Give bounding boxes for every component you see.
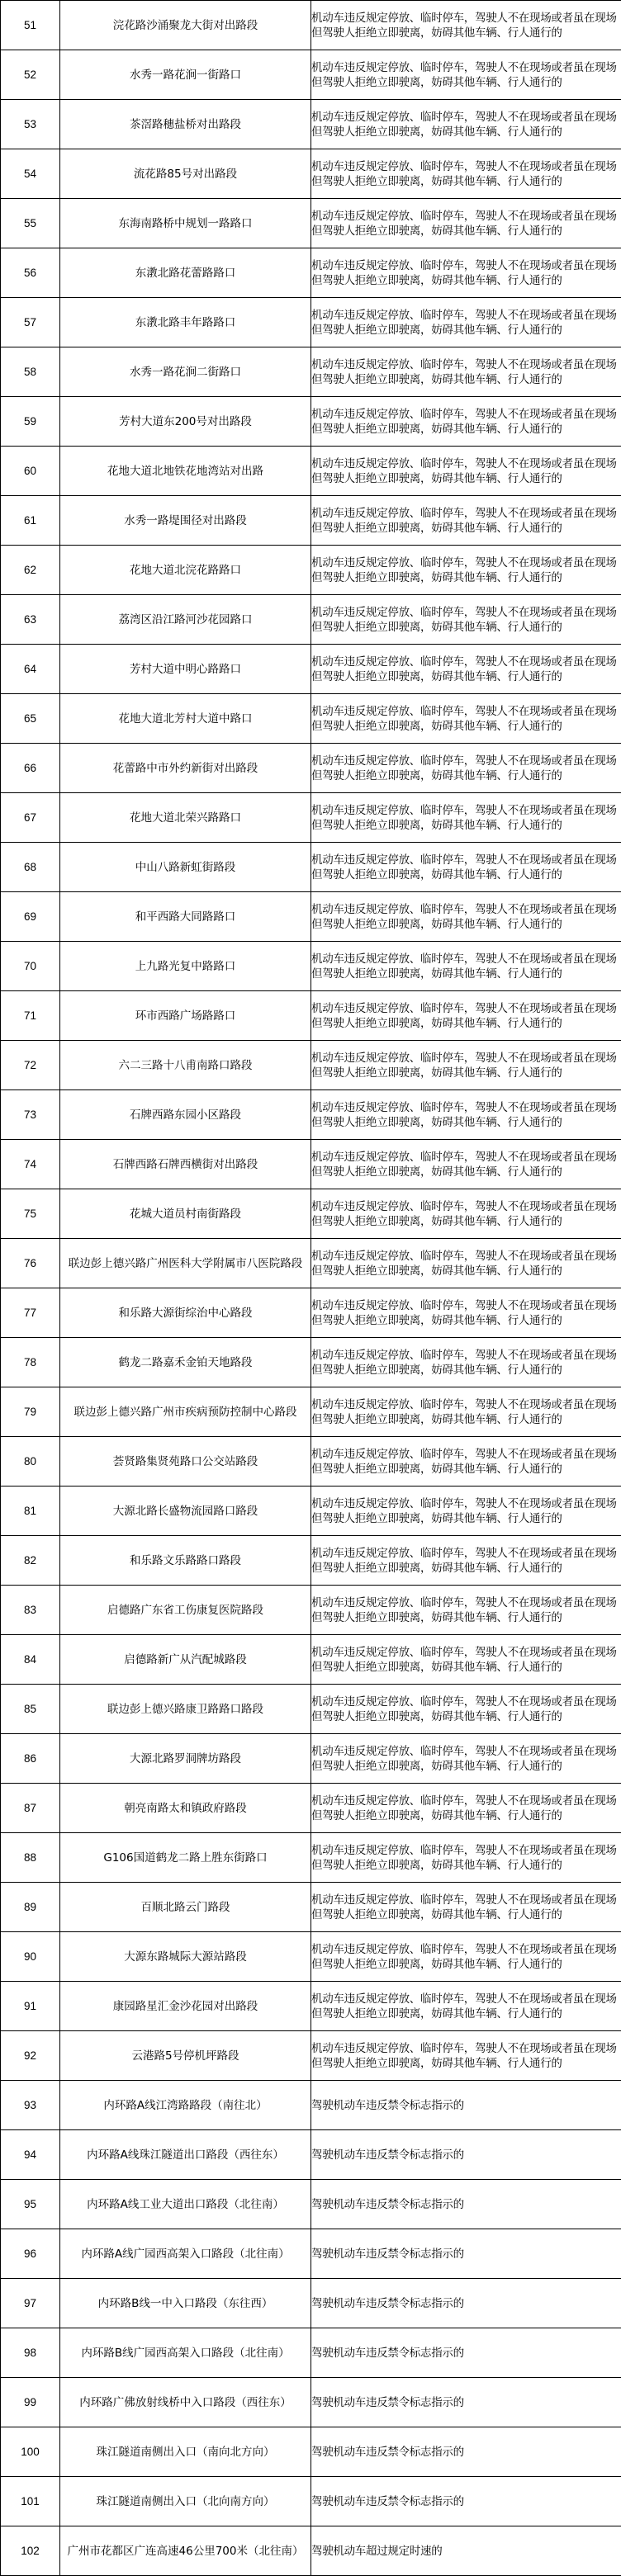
violation-cell: 机动车违反规定停放、临时停车，驾驶人不在现场或者虽在现场但驾驶人拒绝立即驶离，妨碍其他车辆、行人通行的 (311, 50, 621, 100)
row-number: 92 (1, 2031, 60, 2081)
row-number: 100 (1, 2427, 60, 2477)
violation-cell: 机动车违反规定停放、临时停车，驾驶人不在现场或者虽在现场但驾驶人拒绝立即驶离，妨碍其他车辆、行人通行的 (311, 1982, 621, 2031)
location-cell: 中山八路新虹街路段 (60, 843, 311, 892)
location-cell: 和乐路大源街综治中心路段 (60, 1288, 311, 1338)
table-row (1, 496, 621, 546)
violation-cell: 机动车违反规定停放、临时停车，驾驶人不在现场或者虽在现场但驾驶人拒绝立即驶离，妨碍其他车辆、行人通行的 (311, 1734, 621, 1784)
row-number: 78 (1, 1338, 60, 1387)
location-cell: 云港路5号停机坪路段 (60, 2031, 311, 2081)
table-row (1, 397, 621, 447)
row-number: 52 (1, 50, 60, 100)
table-row (1, 1784, 621, 1833)
table-row (1, 1536, 621, 1586)
row-number: 93 (1, 2081, 60, 2130)
violation-cell: 机动车违反规定停放、临时停车，驾驶人不在现场或者虽在现场但驾驶人拒绝立即驶离，妨碍其他车辆、行人通行的 (311, 843, 621, 892)
violation-cell: 机动车违反规定停放、临时停车，驾驶人不在现场或者虽在现场但驾驶人拒绝立即驶离，妨碍其他车辆、行人通行的 (311, 1536, 621, 1586)
table-row (1, 1041, 621, 1090)
table-row (1, 2427, 621, 2477)
violation-cell: 机动车违反规定停放、临时停车，驾驶人不在现场或者虽在现场但驾驶人拒绝立即驶离，妨碍其他车辆、行人通行的 (311, 1239, 621, 1288)
location-cell: 环市西路广场路路口 (60, 991, 311, 1041)
row-number: 65 (1, 694, 60, 744)
location-cell: 浣花路沙涌聚龙大街对出路段 (60, 1, 311, 50)
table-row (1, 2279, 621, 2328)
row-number: 79 (1, 1387, 60, 1437)
violation-cell: 机动车违反规定停放、临时停车，驾驶人不在现场或者虽在现场但驾驶人拒绝立即驶离，妨碍其他车辆、行人通行的 (311, 496, 621, 546)
violation-cell: 机动车违反规定停放、临时停车，驾驶人不在现场或者虽在现场但驾驶人拒绝立即驶离，妨碍其他车辆、行人通行的 (311, 100, 621, 149)
row-number: 53 (1, 100, 60, 149)
violation-cell: 机动车违反规定停放、临时停车，驾驶人不在现场或者虽在现场但驾驶人拒绝立即驶离，妨碍其他车辆、行人通行的 (311, 645, 621, 694)
table-row (1, 2477, 621, 2526)
row-number: 63 (1, 595, 60, 645)
location-cell: 水秀一路堤围径对出路段 (60, 496, 311, 546)
table-body (1, 1, 621, 2576)
violation-cell: 机动车违反规定停放、临时停车，驾驶人不在现场或者虽在现场但驾驶人拒绝立即驶离，妨碍其他车辆、行人通行的 (311, 1140, 621, 1189)
table-row (1, 1338, 621, 1387)
row-number: 67 (1, 793, 60, 843)
row-number: 54 (1, 149, 60, 199)
row-number: 69 (1, 892, 60, 942)
location-cell: 珠江隧道南侧出入口（南向北方向） (60, 2427, 311, 2477)
row-number: 76 (1, 1239, 60, 1288)
table-row (1, 2081, 621, 2130)
row-number: 94 (1, 2130, 60, 2180)
location-cell: 广州市花都区广连高速46公里700米（北往南） (60, 2526, 311, 2576)
location-cell: 大源北路罗洞牌坊路段 (60, 1734, 311, 1784)
row-number: 81 (1, 1487, 60, 1536)
row-number: 89 (1, 1883, 60, 1932)
table-row (1, 595, 621, 645)
location-cell: 花地大道北地铁花地湾站对出路 (60, 447, 311, 496)
violation-cell: 机动车违反规定停放、临时停车，驾驶人不在现场或者虽在现场但驾驶人拒绝立即驶离，妨碍其他车辆、行人通行的 (311, 1586, 621, 1635)
row-number: 60 (1, 447, 60, 496)
table-row (1, 199, 621, 248)
violation-cell: 驾驶机动车违反禁令标志指示的 (311, 2229, 621, 2279)
violation-cell: 机动车违反规定停放、临时停车，驾驶人不在现场或者虽在现场但驾驶人拒绝立即驶离，妨碍其他车辆、行人通行的 (311, 942, 621, 991)
row-number: 80 (1, 1437, 60, 1487)
row-number: 82 (1, 1536, 60, 1586)
table-row (1, 1387, 621, 1437)
violation-cell: 机动车违反规定停放、临时停车，驾驶人不在现场或者虽在现场但驾驶人拒绝立即驶离，妨碍其他车辆、行人通行的 (311, 744, 621, 793)
location-cell: 东海南路桥中规划一路路口 (60, 199, 311, 248)
violation-cell: 机动车违反规定停放、临时停车，驾驶人不在现场或者虽在现场但驾驶人拒绝立即驶离，妨碍其他车辆、行人通行的 (311, 149, 621, 199)
violation-cell: 机动车违反规定停放、临时停车，驾驶人不在现场或者虽在现场但驾驶人拒绝立即驶离，妨碍其他车辆、行人通行的 (311, 595, 621, 645)
row-number: 58 (1, 347, 60, 397)
row-number: 98 (1, 2328, 60, 2378)
table-row (1, 942, 621, 991)
location-cell: 联边彭上德兴路广州医科大学附属市八医院路段 (60, 1239, 311, 1288)
row-number: 102 (1, 2526, 60, 2576)
violation-cell: 机动车违反规定停放、临时停车，驾驶人不在现场或者虽在现场但驾驶人拒绝立即驶离，妨碍其他车辆、行人通行的 (311, 447, 621, 496)
location-cell: 茶滘路穗盐桥对出路段 (60, 100, 311, 149)
location-cell: 荔湾区沿江路河沙花园路口 (60, 595, 311, 645)
location-cell: 流花路85号对出路段 (60, 149, 311, 199)
table-row (1, 694, 621, 744)
row-number: 74 (1, 1140, 60, 1189)
location-cell: 内环路B线广园西高架入口路段（北往南） (60, 2328, 311, 2378)
violation-cell: 机动车违反规定停放、临时停车，驾驶人不在现场或者虽在现场但驾驶人拒绝立即驶离，妨碍其他车辆、行人通行的 (311, 1685, 621, 1734)
violation-cell: 机动车违反规定停放、临时停车，驾驶人不在现场或者虽在现场但驾驶人拒绝立即驶离，妨碍其他车辆、行人通行的 (311, 1437, 621, 1487)
location-cell: 花地大道北芳村大道中路口 (60, 694, 311, 744)
table-row (1, 1487, 621, 1536)
table-row (1, 1239, 621, 1288)
table-row (1, 1586, 621, 1635)
table-row (1, 149, 621, 199)
location-cell: 东漖北路花蕾路路口 (60, 248, 311, 298)
table-row (1, 1734, 621, 1784)
location-cell: 上九路光复中路路口 (60, 942, 311, 991)
table-row (1, 1, 621, 50)
table-row (1, 248, 621, 298)
location-cell: 联边彭上德兴路康卫路路口路段 (60, 1685, 311, 1734)
row-number: 95 (1, 2180, 60, 2229)
table-row (1, 1685, 621, 1734)
violation-cell: 驾驶机动车超过规定时速的 (311, 2526, 621, 2576)
violation-cell: 机动车违反规定停放、临时停车，驾驶人不在现场或者虽在现场但驾驶人拒绝立即驶离，妨碍其他车辆、行人通行的 (311, 1635, 621, 1685)
violation-cell: 驾驶机动车违反禁令标志指示的 (311, 2328, 621, 2378)
location-cell: 联边彭上德兴路广州市疾病预防控制中心路段 (60, 1387, 311, 1437)
location-cell: 内环路A线珠江隧道出口路段（西往东） (60, 2130, 311, 2180)
row-number: 88 (1, 1833, 60, 1883)
violation-cell: 机动车违反规定停放、临时停车，驾驶人不在现场或者虽在现场但驾驶人拒绝立即驶离，妨碍其他车辆、行人通行的 (311, 892, 621, 942)
location-cell: 石牌西路东园小区路段 (60, 1090, 311, 1140)
location-cell: 内环路广佛放射线桥中入口路段（西往东） (60, 2378, 311, 2427)
table-row (1, 1437, 621, 1487)
row-number: 62 (1, 546, 60, 595)
location-cell: 花地大道北荣兴路路口 (60, 793, 311, 843)
table-row (1, 1833, 621, 1883)
violation-cell: 机动车违反规定停放、临时停车，驾驶人不在现场或者虽在现场但驾驶人拒绝立即驶离，妨碍其他车辆、行人通行的 (311, 1784, 621, 1833)
violation-cell: 机动车违反规定停放、临时停车，驾驶人不在现场或者虽在现场但驾驶人拒绝立即驶离，妨碍其他车辆、行人通行的 (311, 1387, 621, 1437)
violation-cell: 机动车违反规定停放、临时停车，驾驶人不在现场或者虽在现场但驾驶人拒绝立即驶离，妨碍其他车辆、行人通行的 (311, 991, 621, 1041)
violation-cell: 驾驶机动车违反禁令标志指示的 (311, 2081, 621, 2130)
location-cell: 内环路A线广园西高架入口路段（北往南） (60, 2229, 311, 2279)
row-number: 66 (1, 744, 60, 793)
violation-cell: 驾驶机动车违反禁令标志指示的 (311, 2427, 621, 2477)
location-cell: 石牌西路石牌西横街对出路段 (60, 1140, 311, 1189)
violation-cell: 机动车违反规定停放、临时停车，驾驶人不在现场或者虽在现场但驾驶人拒绝立即驶离，妨碍其他车辆、行人通行的 (311, 1932, 621, 1982)
location-cell: 朝亮南路太和镇政府路段 (60, 1784, 311, 1833)
row-number: 51 (1, 1, 60, 50)
row-number: 71 (1, 991, 60, 1041)
table-row (1, 892, 621, 942)
row-number: 73 (1, 1090, 60, 1140)
violation-cell: 机动车违反规定停放、临时停车，驾驶人不在现场或者虽在现场但驾驶人拒绝立即驶离，妨碍其他车辆、行人通行的 (311, 1189, 621, 1239)
table-row (1, 1932, 621, 1982)
row-number: 86 (1, 1734, 60, 1784)
violation-cell: 机动车违反规定停放、临时停车，驾驶人不在现场或者虽在现场但驾驶人拒绝立即驶离，妨碍其他车辆、行人通行的 (311, 1338, 621, 1387)
table-row (1, 2180, 621, 2229)
violation-cell: 机动车违反规定停放、临时停车，驾驶人不在现场或者虽在现场但驾驶人拒绝立即驶离，妨碍其他车辆、行人通行的 (311, 2031, 621, 2081)
violation-cell: 机动车违反规定停放、临时停车，驾驶人不在现场或者虽在现场但驾驶人拒绝立即驶离，妨碍其他车辆、行人通行的 (311, 1, 621, 50)
table-row (1, 298, 621, 347)
row-number: 84 (1, 1635, 60, 1685)
violation-cell: 驾驶机动车违反禁令标志指示的 (311, 2130, 621, 2180)
row-number: 83 (1, 1586, 60, 1635)
row-number: 90 (1, 1932, 60, 1982)
row-number: 64 (1, 645, 60, 694)
violation-cell: 驾驶机动车违反禁令标志指示的 (311, 2279, 621, 2328)
row-number: 70 (1, 942, 60, 991)
violation-cell: 驾驶机动车违反禁令标志指示的 (311, 2378, 621, 2427)
location-cell: 花城大道员村南街路段 (60, 1189, 311, 1239)
table-row (1, 1140, 621, 1189)
row-number: 96 (1, 2229, 60, 2279)
location-cell: 大源东路城际大源站路段 (60, 1932, 311, 1982)
table-row (1, 2526, 621, 2576)
row-number: 101 (1, 2477, 60, 2526)
location-cell: 荟贤路集贤苑路口公交站路段 (60, 1437, 311, 1487)
location-cell: G106国道鹤龙二路上胜东街路口 (60, 1833, 311, 1883)
table-row (1, 2130, 621, 2180)
table-row (1, 793, 621, 843)
row-number: 56 (1, 248, 60, 298)
location-cell: 花地大道北浣花路路口 (60, 546, 311, 595)
violation-cell: 机动车违反规定停放、临时停车，驾驶人不在现场或者虽在现场但驾驶人拒绝立即驶离，妨碍其他车辆、行人通行的 (311, 199, 621, 248)
table-row (1, 100, 621, 149)
table-row (1, 2328, 621, 2378)
violation-cell: 驾驶机动车违反禁令标志指示的 (311, 2477, 621, 2526)
row-number: 85 (1, 1685, 60, 1734)
row-number: 99 (1, 2378, 60, 2427)
violation-cell: 机动车违反规定停放、临时停车，驾驶人不在现场或者虽在现场但驾驶人拒绝立即驶离，妨碍其他车辆、行人通行的 (311, 1090, 621, 1140)
table-row (1, 1090, 621, 1140)
location-cell: 花蕾路中市外约新街对出路段 (60, 744, 311, 793)
row-number: 77 (1, 1288, 60, 1338)
violation-cell: 机动车违反规定停放、临时停车，驾驶人不在现场或者虽在现场但驾驶人拒绝立即驶离，妨碍其他车辆、行人通行的 (311, 1288, 621, 1338)
violation-cell: 驾驶机动车违反禁令标志指示的 (311, 2180, 621, 2229)
row-number: 75 (1, 1189, 60, 1239)
table-row (1, 1189, 621, 1239)
table-row (1, 991, 621, 1041)
location-cell: 内环路A线江湾路路段（南往北） (60, 2081, 311, 2130)
location-cell: 百顺北路云门路段 (60, 1883, 311, 1932)
violation-cell: 机动车违反规定停放、临时停车，驾驶人不在现场或者虽在现场但驾驶人拒绝立即驶离，妨碍其他车辆、行人通行的 (311, 694, 621, 744)
table-row (1, 2031, 621, 2081)
location-cell: 康园路星汇金沙花园对出路段 (60, 1982, 311, 2031)
table-row (1, 546, 621, 595)
row-number: 57 (1, 298, 60, 347)
violation-cell: 机动车违反规定停放、临时停车，驾驶人不在现场或者虽在现场但驾驶人拒绝立即驶离，妨碍其他车辆、行人通行的 (311, 298, 621, 347)
table-row (1, 645, 621, 694)
table-row (1, 447, 621, 496)
table-row (1, 1288, 621, 1338)
row-number: 55 (1, 199, 60, 248)
violation-cell: 机动车违反规定停放、临时停车，驾驶人不在现场或者虽在现场但驾驶人拒绝立即驶离，妨碍其他车辆、行人通行的 (311, 248, 621, 298)
location-cell: 芳村大道东200号对出路段 (60, 397, 311, 447)
location-cell: 水秀一路花涧一街路口 (60, 50, 311, 100)
location-cell: 六二三路十八甫南路口路段 (60, 1041, 311, 1090)
table-row (1, 1635, 621, 1685)
violation-cell: 机动车违反规定停放、临时停车，驾驶人不在现场或者虽在现场但驾驶人拒绝立即驶离，妨碍其他车辆、行人通行的 (311, 1833, 621, 1883)
location-cell: 启德路新广从汽配城路段 (60, 1635, 311, 1685)
violation-cell: 机动车违反规定停放、临时停车，驾驶人不在现场或者虽在现场但驾驶人拒绝立即驶离，妨碍其他车辆、行人通行的 (311, 1883, 621, 1932)
row-number: 59 (1, 397, 60, 447)
table-row (1, 1883, 621, 1932)
row-number: 91 (1, 1982, 60, 2031)
location-cell: 和乐路文乐路路口路段 (60, 1536, 311, 1586)
violation-cell: 机动车违反规定停放、临时停车，驾驶人不在现场或者虽在现场但驾驶人拒绝立即驶离，妨碍其他车辆、行人通行的 (311, 347, 621, 397)
table-row (1, 744, 621, 793)
row-number: 87 (1, 1784, 60, 1833)
location-cell: 内环路B线一中入口路段（东往西） (60, 2279, 311, 2328)
table-row (1, 1982, 621, 2031)
location-cell: 大源北路长盛物流园路口路段 (60, 1487, 311, 1536)
violation-cell: 机动车违反规定停放、临时停车，驾驶人不在现场或者虽在现场但驾驶人拒绝立即驶离，妨碍其他车辆、行人通行的 (311, 397, 621, 447)
violation-cell: 机动车违反规定停放、临时停车，驾驶人不在现场或者虽在现场但驾驶人拒绝立即驶离，妨碍其他车辆、行人通行的 (311, 1041, 621, 1090)
location-cell: 内环路A线工业大道出口路段（北往南） (60, 2180, 311, 2229)
row-number: 72 (1, 1041, 60, 1090)
location-cell: 珠江隧道南侧出入口（北向南方向） (60, 2477, 311, 2526)
table-row (1, 50, 621, 100)
table-row (1, 843, 621, 892)
violation-cell: 机动车违反规定停放、临时停车，驾驶人不在现场或者虽在现场但驾驶人拒绝立即驶离，妨碍其他车辆、行人通行的 (311, 546, 621, 595)
location-cell: 和平西路大同路路口 (60, 892, 311, 942)
row-number: 68 (1, 843, 60, 892)
violation-cell: 机动车违反规定停放、临时停车，驾驶人不在现场或者虽在现场但驾驶人拒绝立即驶离，妨碍其他车辆、行人通行的 (311, 793, 621, 843)
table-row (1, 2378, 621, 2427)
location-cell: 水秀一路花涧二街路口 (60, 347, 311, 397)
violation-cell: 机动车违反规定停放、临时停车，驾驶人不在现场或者虽在现场但驾驶人拒绝立即驶离，妨碍其他车辆、行人通行的 (311, 1487, 621, 1536)
location-cell: 东漖北路丰年路路口 (60, 298, 311, 347)
table-row (1, 347, 621, 397)
location-cell: 启德路广东省工伤康复医院路段 (60, 1586, 311, 1635)
location-cell: 鹤龙二路嘉禾金铂天地路段 (60, 1338, 311, 1387)
row-number: 97 (1, 2279, 60, 2328)
location-cell: 芳村大道中明心路路口 (60, 645, 311, 694)
table-row (1, 2229, 621, 2279)
row-number: 61 (1, 496, 60, 546)
